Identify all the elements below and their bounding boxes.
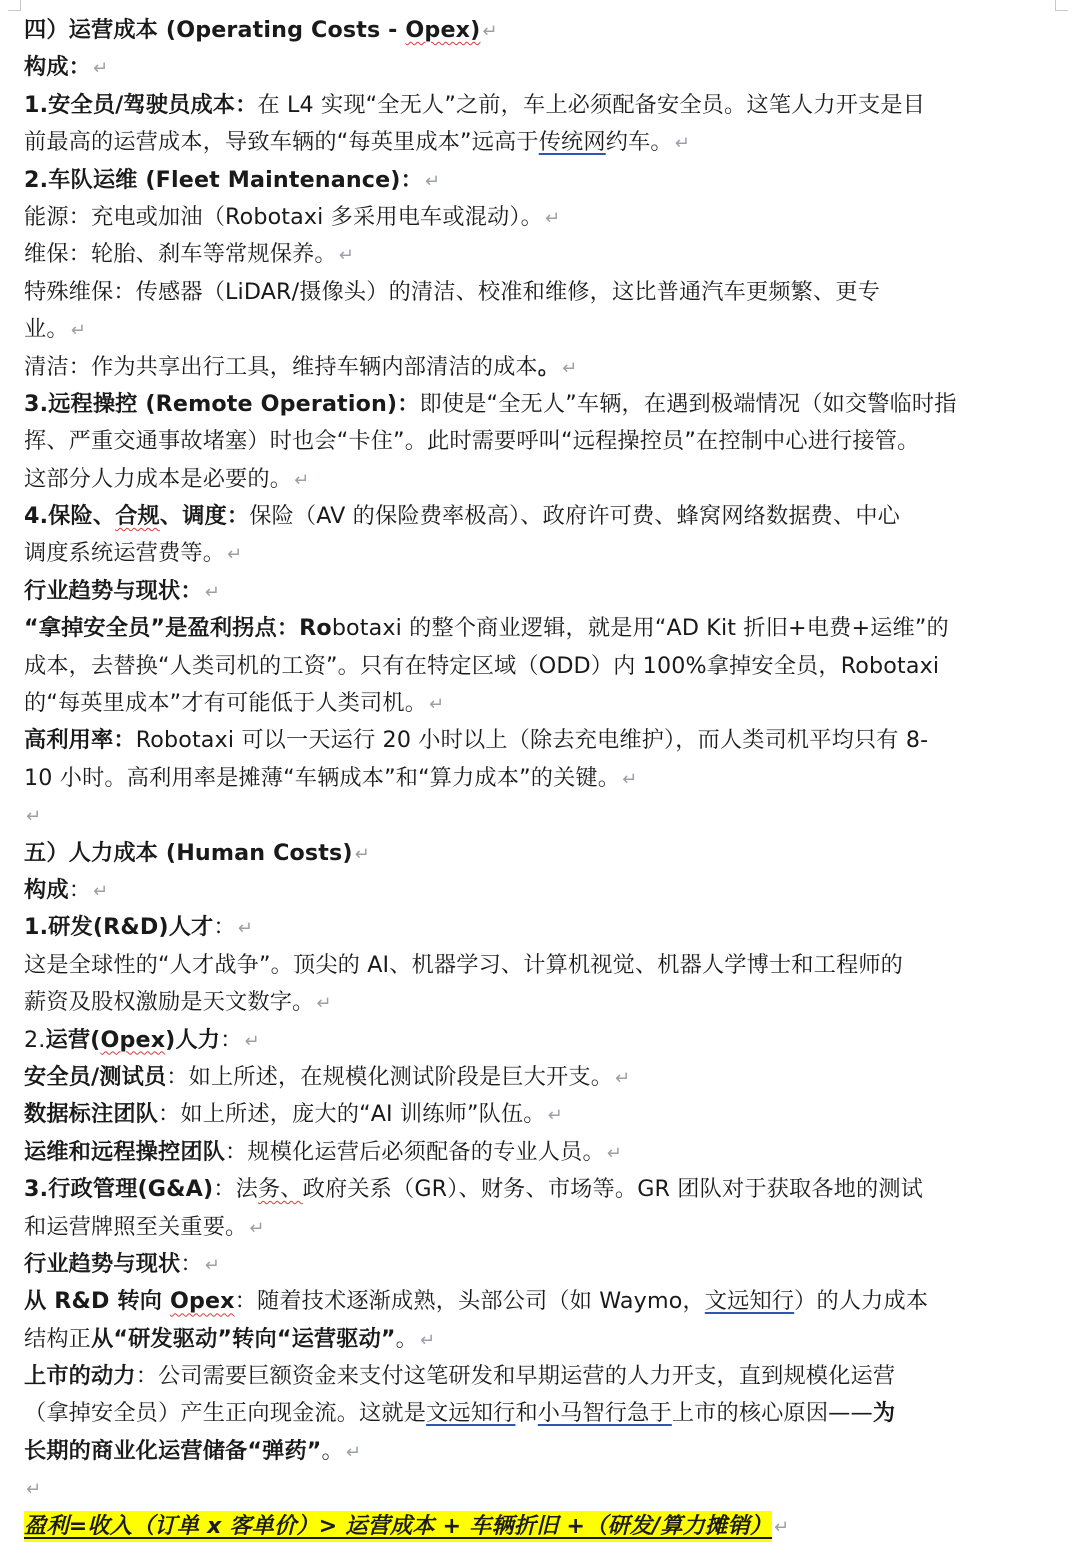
section-heading: 四）运营成本 (Operating Costs - [24,17,406,43]
document-line [24,1321,1024,1358]
bold-label: 高利用率： [24,727,136,754]
document-line [24,1171,1024,1208]
bold-label: 为 [872,1400,896,1427]
body-text: 。 [395,1325,419,1352]
paragraph-mark-icon: ↵ [204,581,220,603]
document-line [24,423,1024,460]
document-line [24,162,1024,199]
body-text: 清洁：作为共享出行工具，维持车辆内部清洁的成本 [24,353,538,380]
document-body [24,12,1024,1545]
document-line [24,835,1024,872]
body-text: ： [220,1026,243,1053]
body-text: 的“每英里成本”才有可能低于人类司机。 [24,690,428,717]
paragraph-mark-icon: ↵ [227,544,243,566]
body-text: 能源：充电或加油（Robotaxi 多采用电车或混动）。 [24,203,543,230]
document-line [24,1246,1024,1283]
body-text: 挥、严重交通事故堵塞）时也会“卡住”。此时需要呼叫“远程操控员”在控制中心进行接管。 [24,428,920,455]
body-text: 和 [515,1400,538,1427]
bold-label: 长期的商业化运营储备“弹药” [24,1437,322,1464]
profit-formula: 盈利=收入（订单 x 客单价）> 运营成本 + 车辆折旧 +（研发/算力摊销） [24,1511,772,1542]
paragraph-mark-icon: ↵ [429,694,445,716]
bold-label: 构成： [24,54,92,81]
bold-label: 从“研发驱动”转向“运营驱动” [91,1325,396,1352]
paragraph-mark-icon: ↵ [606,1142,623,1164]
spell-flagged-text: 合规 [115,503,160,530]
paragraph-mark-icon: ↵ [70,320,86,342]
document-line [24,1134,1024,1171]
bold-label: 数据标注团队 [24,1101,159,1128]
body-text: 2. [24,1026,46,1053]
bold-label: 构成 [24,876,69,903]
body-text: ：如上所述，庞大的“AI 训练师”队伍。 [158,1101,546,1128]
paragraph-mark-icon: ↵ [544,207,561,229]
document-line [24,274,1024,311]
spell-flagged-text: Opex [169,1288,235,1315]
body-text: 结构正 [24,1325,92,1352]
document-line [24,236,1024,273]
document-line [24,610,1024,647]
document-line [24,909,1024,946]
paragraph-mark-icon: ↵ [482,21,498,42]
document-line [24,1096,1024,1133]
bold-label: 安全员/测试员 [24,1063,167,1090]
body-text: 成本，去替换“人类司机的工资”。只有在特定区域（ODD）内 100%拿掉安全员，Robotaxi [24,652,940,679]
hyperlink-text: 文远知行 [704,1288,795,1315]
body-text: 约车。 [605,129,673,156]
paragraph-mark-icon: ↵ [93,880,109,902]
paragraph-mark-icon: ↵ [316,993,332,1015]
body-text: Robotaxi 可以一天运行 20 小时以上（除去充电维护），而人类司机平均只有 8- [135,727,929,754]
paragraph-mark-icon: ↵ [26,806,42,828]
bold-label: 1.安全员/驾驶员成本： [24,91,258,118]
body-text: 。 [321,1437,344,1464]
body-text: ： [180,1250,203,1277]
body-text: 这是全球性的“人才战争”。顶尖的 AI、机器学习、计算机视觉、机器人学博士和工程师的 [24,951,903,978]
document-line [24,461,1024,498]
body-text: （拿掉安全员）产生正向现金流。这就是 [24,1400,427,1427]
document-line [24,984,1024,1021]
body-text: 。 [537,353,561,380]
body-text: 在 L4 实现“全无人”之前，车上必须配备安全员。这笔人力开支是目 [257,91,926,118]
bold-label: 、调度： [159,503,250,530]
document-line [24,1209,1024,1246]
body-text: ：规模化运营后必须配备的专业人员。 [225,1138,605,1165]
paragraph-mark-icon: ↵ [774,1516,790,1538]
bold-label: )人力 [165,1026,221,1053]
body-text: 上市的核心原因—— [671,1400,873,1427]
paragraph-mark-icon: ↵ [93,58,109,80]
body-text: 和运营牌照至关重要。 [24,1213,248,1240]
page-corner-marker-left [8,0,21,11]
document-line [24,947,1024,984]
bold-label: 上市的动力 [24,1363,136,1390]
document-line [24,573,1024,610]
document-line [24,1283,1024,1320]
body-text: ：如上所述，在规模化测试阶段是巨大开支。 [166,1063,614,1090]
body-text: ： [68,876,92,903]
document-line [24,49,1024,86]
body-text: ：随着技术逐渐成熟，头部公司（如 Waymo， [234,1288,705,1315]
hyperlink-text: 小马智行急于 [537,1400,672,1427]
hyperlink-text: 传统网 [538,129,606,156]
body-text: 保险（AV 的保险费率极高）、政府许可费、蜂窝网络数据费、中心 [249,503,901,530]
document-line [24,349,1024,386]
document-line [24,87,1024,124]
body-text: ：法 [213,1176,258,1203]
paragraph-mark-icon: ↵ [294,469,310,491]
document-line [24,12,1024,49]
paragraph-mark-icon: ↵ [615,1067,631,1089]
paragraph-mark-icon: ↵ [354,843,370,865]
document-line [24,1358,1024,1395]
paragraph-mark-icon: ↵ [338,245,354,267]
bold-label: 运营( [45,1026,101,1053]
paragraph-mark-icon: ↵ [249,1217,265,1239]
section-heading: 五）人力成本 (Human Costs) [24,839,353,866]
bold-label: 1.研发(R&D)人才 [24,914,214,941]
body-text: 维保：轮胎、刹车等常规保养。 [24,241,337,268]
paragraph-mark-icon: ↵ [622,768,638,790]
bold-label: 3.远程操控 (Remote Operation)： [24,390,420,417]
body-text: 前最高的运营成本，导致车辆的“每英里成本”远高于 [24,129,539,156]
document-line [24,386,1024,423]
body-text: 调度系统运营费等。 [24,540,226,567]
document-line [24,199,1024,236]
document-line [24,760,1024,797]
paragraph-mark-icon: ↵ [345,1441,362,1463]
document-line [24,1470,1024,1507]
document-line [24,722,1024,759]
bold-label: 行业趋势与现状 [24,1250,181,1277]
spell-flagged-text: 务、 [257,1176,303,1203]
document-line [24,1395,1024,1432]
page-corner-marker-right [1055,0,1068,11]
document-line [24,685,1024,722]
bold-label: 3.行政管理(G&A) [24,1176,214,1203]
document-line [24,1433,1024,1470]
bold-label: 4.保险、 [24,503,116,530]
hyperlink-text: 文远知行 [426,1400,516,1427]
paragraph-mark-icon: ↵ [424,170,441,192]
body-text: ：公司需要巨额资金来支付这笔研发和早期运营的人力开支，直到规模化运营 [135,1363,896,1390]
body-text: 业。 [24,316,69,343]
paragraph-mark-icon: ↵ [26,1479,42,1501]
paragraph-mark-icon: ↵ [547,1105,563,1127]
paragraph-mark-icon: ↵ [237,918,253,940]
body-text: 10 小时。高利用率是摊薄“车辆成本”和“算力成本”的关键。 [24,764,621,791]
document-line [24,648,1024,685]
document-line [24,311,1024,348]
bold-label: 运维和远程操控团队 [24,1138,226,1165]
body-text: 薪资及股权激励是天文数字。 [24,989,315,1016]
paragraph-mark-icon: ↵ [674,133,690,155]
document-line [24,124,1024,161]
paragraph-mark-icon: ↵ [204,1254,220,1276]
body-text: 即使是“全无人”车辆，在遇到极端情况（如交警临时指 [419,390,957,417]
bold-label: 从 R&D 转向 [24,1288,170,1315]
paragraph-mark-icon: ↵ [244,1030,260,1052]
document-line [24,535,1024,572]
document-line [24,797,1024,834]
spell-flagged-text: Opex [100,1026,166,1053]
paragraph-mark-icon: ↵ [562,357,578,379]
document-line [24,1022,1024,1059]
paragraph-mark-icon: ↵ [420,1329,436,1351]
body-text: ）的人力成本 [794,1288,929,1315]
document-line [24,1508,1024,1545]
body-text: 特殊维保：传感器（LiDAR/摄像头）的清洁、校准和维修，这比普通汽车更频繁、更专 [24,278,881,305]
body-text: ： [213,914,236,941]
spell-flagged-text: Opex) [405,17,481,43]
bold-label: 2.车队运维 (Fleet Maintenance)： [24,166,423,193]
body-text: 这部分人力成本是必要的。 [24,465,293,492]
bold-label: 行业趋势与现状： [24,577,203,604]
body-text: 政府关系（GR）、财务、市场等。GR 团队对于获取各地的测试 [302,1176,924,1203]
document-line [24,1059,1024,1096]
body-text: botaxi 的整个商业逻辑，就是用“AD Kit 折旧+电费+运维”的 [331,615,949,642]
document-line [24,872,1024,909]
document-line [24,498,1024,535]
bold-label: “拿掉安全员”是盈利拐点：Ro [24,615,332,642]
